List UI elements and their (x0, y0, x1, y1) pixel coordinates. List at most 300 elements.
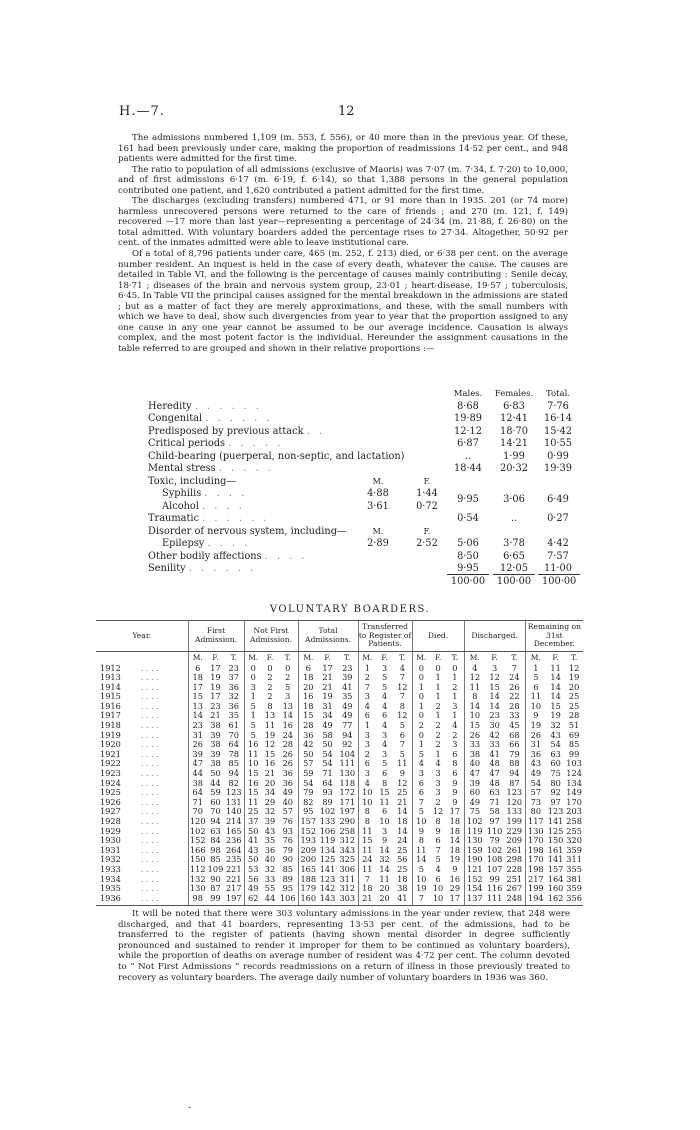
cause-row (148, 413, 578, 426)
table-cell: 7 (399, 739, 405, 750)
table-cell: 21 (322, 681, 333, 692)
table-cell: 26 (464, 731, 485, 741)
table-cell: 33 (489, 739, 500, 750)
table-cell: 14 (464, 702, 485, 712)
table-cell: 28 (282, 739, 293, 750)
cause-label: Mental stress (148, 463, 216, 474)
table-cell: 58 (489, 806, 500, 817)
table-cell: 20 (379, 883, 390, 894)
table-cell: 4 (464, 664, 485, 674)
table-cell: 89 (322, 796, 333, 807)
table-cell: 14 (489, 691, 500, 702)
table-cell: 56 (244, 875, 262, 885)
table-cell: 41 (244, 836, 262, 846)
table-cell: 44 (210, 777, 221, 788)
year-leader: . . . . (140, 720, 160, 731)
table-cell: 15 (358, 836, 376, 846)
table-cell: 39 (210, 729, 221, 740)
table-cell: 120 (189, 816, 206, 826)
mft-label: T. (344, 652, 351, 662)
table-cell: 17 (449, 806, 461, 817)
table-cell: 24 (358, 855, 376, 865)
causes-header-row (148, 388, 578, 401)
table-cell: 15 (464, 721, 485, 731)
cause-leader: . . . . (207, 538, 251, 549)
table-cell: 3 (244, 683, 262, 693)
year-leader: . . . . (140, 835, 160, 846)
cause-total: 0·99 (547, 450, 569, 462)
table-cell: 217 (225, 883, 242, 894)
table-cell: 90 (282, 854, 293, 865)
causes-total-row (148, 576, 578, 589)
table-cell: 5 (412, 807, 430, 817)
table-cell: 24 (509, 672, 520, 683)
table-cell: 9 (452, 796, 458, 807)
cause-females: 20·32 (499, 463, 529, 474)
table-cell: 7 (358, 683, 376, 693)
table-cell: 47 (188, 759, 207, 769)
table-cell: 18 (449, 844, 461, 855)
table-cell: 7 (435, 844, 441, 855)
table-cell: 4 (399, 662, 405, 673)
table-cell: 60 (550, 758, 561, 769)
table-cell: 18 (449, 816, 461, 826)
table-cell: 228 (506, 863, 523, 874)
table-cell: 26 (509, 681, 520, 692)
table-cell: 165 (225, 825, 242, 836)
table-cell: 130 (464, 836, 485, 846)
table-cell: 159 (464, 846, 485, 856)
table-cell: 123 (547, 806, 564, 817)
table-cell: 11 (379, 796, 390, 807)
year-value: 1927 (100, 806, 121, 817)
table-cell: 16 (244, 779, 262, 789)
table-cell: 14 (449, 835, 461, 846)
table-cell: 2 (452, 729, 458, 740)
table-cell: 7 (412, 798, 430, 808)
table-cell: 141 (319, 863, 336, 874)
table-cell: 47 (464, 769, 485, 779)
table-cell: 35 (264, 835, 276, 846)
table-cell: 10 (430, 894, 446, 906)
year-value: 1934 (100, 873, 121, 884)
table-cell: 261 (506, 844, 523, 855)
year-cell (96, 894, 188, 906)
table-cell: 4 (435, 758, 441, 769)
table-cell: 4 (381, 720, 388, 731)
table-cell: 0 (267, 662, 273, 673)
table-cell: 80 (550, 777, 561, 788)
cause-total: 6·49 (547, 494, 569, 506)
table-cell: 150 (547, 835, 564, 846)
table-cell: 134 (566, 777, 582, 788)
table-cell: 25 (397, 787, 408, 798)
table-cell: 2 (285, 672, 291, 683)
table-cell: 120 (506, 796, 523, 807)
table-cell: 12 (264, 739, 276, 750)
table-cell: 3 (435, 768, 441, 779)
table-cell: 19 (525, 721, 546, 731)
table-cell: 45 (509, 720, 520, 731)
table-cell: 19 (550, 710, 561, 721)
table-cell: 13 (282, 700, 293, 711)
table-cell: 71 (188, 798, 207, 808)
table-cell: 5 (285, 681, 291, 692)
year-value: 1920 (100, 739, 121, 750)
table-cell: 34 (264, 787, 276, 798)
table-cell: 258 (566, 816, 582, 826)
cause-total: 0·27 (547, 513, 569, 524)
table-cell: 15 (244, 769, 262, 779)
table-cell: 4 (435, 863, 441, 874)
table-cell: 7 (511, 662, 517, 673)
table-cell: 71 (489, 796, 500, 807)
table-cell: 200 (298, 855, 318, 865)
table-cell: 29 (449, 883, 461, 894)
table-cell: 8 (399, 700, 405, 711)
table-cell: 3 (285, 691, 291, 702)
table-cell: 209 (506, 835, 523, 846)
year-value: 1923 (100, 768, 121, 779)
table-cell: 110 (486, 825, 503, 836)
table-cell: 14 (550, 681, 561, 692)
table-cell: 5 (381, 758, 388, 769)
table-cell: 1 (358, 721, 376, 731)
table-cell: 8 (381, 777, 388, 788)
table-cell: 44 (188, 769, 207, 779)
table-cell: 26 (282, 758, 293, 769)
table-cell: 17 (446, 894, 464, 906)
table-cell: 16 (449, 873, 461, 884)
table-cell: 5 (244, 731, 262, 741)
year-value: 1918 (100, 720, 121, 731)
table-cell: 325 (339, 854, 356, 865)
table-cell: 62 (244, 894, 262, 906)
table-cell: 42 (489, 729, 500, 740)
table-cell: 25 (244, 807, 262, 817)
table-cell: 103 (566, 758, 582, 769)
table-cell: 123 (319, 873, 336, 884)
sub-m-value: 2·89 (367, 538, 389, 549)
table-cell: 125 (319, 854, 336, 865)
table-cell: 10 (358, 798, 376, 808)
table-cell: 73 (525, 798, 546, 808)
table-cell: 298 (506, 854, 523, 865)
sub-label: Syphilis (162, 488, 202, 499)
mft-label: T. (230, 652, 237, 662)
table-cell: 303 (337, 894, 358, 906)
table-cell: 14 (489, 700, 500, 711)
page-number: 12 (338, 104, 355, 119)
cause-leader: . . . . (204, 488, 248, 499)
table-cell: 106 (278, 894, 298, 906)
males-header: Males. (453, 389, 483, 399)
cause-males: 18·44 (453, 463, 483, 474)
table-cell: 25 (397, 844, 408, 855)
table-cell: 6 (381, 710, 388, 721)
table-cell: 71 (322, 768, 333, 779)
table-cell: 4 (381, 700, 388, 711)
table-cell: 30 (489, 720, 500, 731)
table-cell: 2 (267, 691, 273, 702)
table-cell: 22 (509, 691, 520, 702)
table-cell: 3 (358, 692, 376, 702)
table-cell: 32 (264, 806, 276, 817)
table-cell: 18 (397, 873, 408, 884)
footer-mark: - (188, 1103, 192, 1113)
cause-total: 10·55 (543, 438, 573, 449)
table-cell: 0 (244, 673, 262, 683)
vb-body (96, 651, 583, 906)
table-cell: 3 (412, 769, 430, 779)
table-cell: 82 (298, 798, 318, 808)
table-cell: 54 (322, 758, 333, 769)
cause-label: Senility (148, 563, 186, 574)
table-cell: 3 (358, 731, 376, 741)
table-cell: 37 (228, 672, 239, 683)
first-admission-header: First Admission. (188, 621, 244, 652)
table-cell: 43 (244, 846, 262, 856)
year-leader: . . . . (140, 854, 160, 865)
table-cell: 44 (262, 894, 278, 906)
table-cell: 0 (412, 731, 430, 741)
table-cell: 6 (298, 664, 318, 674)
table-cell: 312 (339, 835, 356, 846)
table-cell: 170 (525, 855, 546, 865)
table-cell: 12 (432, 806, 444, 817)
table-cell: 124 (566, 768, 582, 779)
table-cell: 170 (525, 836, 546, 846)
table-cell: 9 (435, 825, 441, 836)
table-cell: 111 (485, 894, 504, 906)
table-cell: 2 (358, 673, 376, 683)
year-leader: . . . . (140, 777, 160, 788)
table-cell: 21 (397, 796, 408, 807)
table-cell: 152 (189, 835, 206, 846)
table-cell: 49 (322, 720, 333, 731)
table-cell: 98 (210, 844, 221, 855)
cause-females: 18·70 (499, 425, 529, 437)
table-row (96, 894, 583, 906)
cause-leader: . . . . . . (188, 563, 257, 574)
table-cell: 248 (504, 894, 525, 906)
cause-total: 19·39 (543, 463, 573, 474)
cause-label: Toxic, including— (148, 475, 237, 487)
table-cell: 39 (342, 672, 353, 683)
table-cell: 2 (358, 750, 376, 760)
table-cell: 123 (225, 787, 242, 798)
table-cell: 2 (412, 721, 430, 731)
table-cell: 6 (412, 779, 430, 789)
table-cell: 76 (282, 816, 293, 826)
table-cell: 162 (546, 894, 565, 906)
table-cell: 116 (486, 883, 503, 894)
mft-label: F. (434, 652, 442, 662)
table-cell: 161 (547, 844, 564, 855)
table-cell: 61 (228, 720, 239, 731)
table-cell: 112 (189, 863, 206, 874)
cause-males: 9·95 (457, 563, 479, 574)
table-cell: 60 (464, 788, 485, 798)
cause-total: 7·57 (547, 550, 569, 562)
table-cell: 12 (397, 777, 408, 788)
table-cell: 85 (568, 739, 580, 750)
table-cell: 0 (412, 711, 430, 721)
year-value: 1929 (100, 825, 121, 836)
cause-row (148, 426, 578, 439)
table-cell: 11 (358, 827, 376, 837)
table-cell: 3 (452, 739, 458, 750)
table-cell: 79 (298, 788, 318, 798)
year-value: 1925 (100, 787, 121, 798)
table-cell: 1 (244, 692, 262, 702)
table-cell: 36 (228, 700, 239, 711)
table-cell: 209 (298, 846, 318, 856)
table-cell: 1 (244, 711, 262, 721)
cause-males: 19·89 (453, 413, 483, 424)
table-cell: 18 (298, 702, 318, 712)
paragraph-discharges: The discharges (excluding transfers) numbered 471, or 91 more than in 1935. 201 (or 74 more) harmless unrecovered persons were returned to the care of friends ; and 270 (m. 121, f. 149) recovered —17 more than last year—representing a percentage of 24·34 (m. 21·88, f. 26·80) on the total admitted. With voluntary boarders added the percentage rises to 27·34. Altogether, 50·92 per cent. of the inmates admitted were able to leave institutional care. (118, 196, 568, 249)
table-cell: 36 (282, 768, 293, 779)
table-cell: 18 (358, 884, 376, 894)
table-cell: 32 (550, 720, 561, 731)
table-cell: 236 (225, 835, 242, 846)
table-cell: 117 (525, 817, 546, 827)
table-cell: 164 (547, 873, 564, 884)
table-cell: 23 (228, 662, 239, 673)
table-cell: 84 (210, 835, 221, 846)
cause-row (148, 438, 578, 451)
year-leader: . . . . (140, 796, 160, 807)
table-cell: 6 (452, 768, 458, 779)
table-cell: 356 (565, 894, 583, 906)
table-cell: 20 (264, 777, 276, 788)
table-cell: 43 (525, 759, 546, 769)
table-cell: 15 (264, 748, 276, 759)
table-cell: 70 (210, 806, 221, 817)
table-cell: 320 (566, 835, 582, 846)
table-cell: 2 (435, 700, 441, 711)
table-cell: 36 (228, 681, 239, 692)
table-cell: 14 (188, 711, 207, 721)
table-cell: 199 (525, 884, 546, 894)
mft-row (96, 651, 583, 664)
year-leader: . . . . (140, 816, 160, 826)
table-cell: 311 (339, 873, 356, 884)
year-value: 1936 (100, 892, 121, 903)
closing-text (118, 909, 570, 983)
table-cell: 190 (464, 855, 485, 865)
table-cell: 51 (568, 720, 580, 731)
table-cell: 198 (525, 865, 546, 875)
table-cell: 142 (319, 883, 336, 894)
table-cell: 165 (298, 865, 318, 875)
table-cell: 11 (525, 692, 546, 702)
table-cell: 17 (210, 691, 221, 702)
table-cell: 69 (568, 729, 580, 740)
year-leader: . . . . (140, 758, 160, 769)
table-cell: 108 (486, 854, 503, 865)
sub-label: Alcohol (162, 500, 199, 512)
table-cell: 36 (298, 731, 318, 741)
voluntary-boarders-title: VOLUNTARY BOARDERS. (269, 604, 431, 615)
sub-f-value: 1·44 (416, 488, 438, 499)
table-cell: 118 (339, 777, 356, 788)
table-cell: 3 (452, 700, 458, 711)
table-cell: 102 (486, 844, 503, 855)
table-cell: 9 (381, 835, 388, 846)
table-cell: 94 (509, 768, 520, 779)
table-cell: 133 (506, 806, 523, 817)
table-cell: 221 (225, 873, 242, 884)
mft-label: F. (381, 652, 388, 662)
table-cell: 10 (432, 883, 444, 894)
females-header: Females. (494, 389, 534, 399)
table-cell: 119 (319, 835, 336, 846)
table-cell: 38 (210, 720, 221, 731)
table-cell: 95 (282, 883, 293, 894)
table-cell: 24 (397, 835, 408, 846)
table-cell: 11 (379, 873, 390, 884)
table-cell: 25 (568, 691, 580, 702)
table-cell: 13 (264, 710, 276, 721)
mft-label: F. (324, 652, 331, 662)
table-cell: 140 (225, 806, 242, 817)
table-cell: 255 (566, 825, 582, 836)
table-cell: 3 (435, 787, 441, 798)
table-cell: 11 (550, 662, 561, 673)
table-cell: 60 (210, 796, 221, 807)
table-cell: 97 (550, 796, 561, 807)
table-cell: 63 (489, 787, 500, 798)
year-leader: . . . . (140, 748, 160, 759)
females-total: 100·00 (493, 574, 535, 587)
cause-females: 3·78 (503, 538, 525, 549)
table-cell: 58 (322, 729, 333, 740)
causes-table (148, 388, 578, 588)
year-leader: . . . . (140, 873, 160, 884)
table-cell: 203 (566, 806, 582, 817)
table-cell: 7 (399, 691, 405, 702)
table-cell: 251 (506, 873, 523, 884)
table-cell: 19 (568, 672, 580, 683)
cause-row (148, 463, 578, 476)
table-cell: 2 (435, 729, 441, 740)
table-cell: 133 (319, 816, 336, 826)
cause-females: 14·21 (499, 438, 529, 449)
table-cell: 79 (489, 835, 500, 846)
table-cell: 3 (381, 748, 388, 759)
table-cell: 0 (244, 664, 262, 674)
table-cell: 104 (339, 748, 356, 759)
table-cell: 14 (550, 691, 561, 702)
table-cell: 23 (489, 710, 500, 721)
table-cell: 160 (547, 883, 564, 894)
table-cell: 11 (358, 846, 376, 856)
year-value: 1916 (100, 700, 121, 711)
table-cell: 137 (464, 894, 485, 906)
cause-total: 15·42 (543, 425, 573, 437)
discharged-header: Discharged. (464, 621, 525, 652)
table-cell: 141 (547, 816, 564, 826)
cause-leader: . . . . . (218, 463, 274, 474)
table-cell: 32 (379, 854, 390, 865)
table-cell: 11 (264, 720, 276, 731)
table-cell: 32 (264, 863, 276, 874)
cause-females: 6·65 (503, 550, 525, 562)
table-cell: 64 (188, 788, 207, 798)
table-cell: 5 (244, 721, 262, 731)
